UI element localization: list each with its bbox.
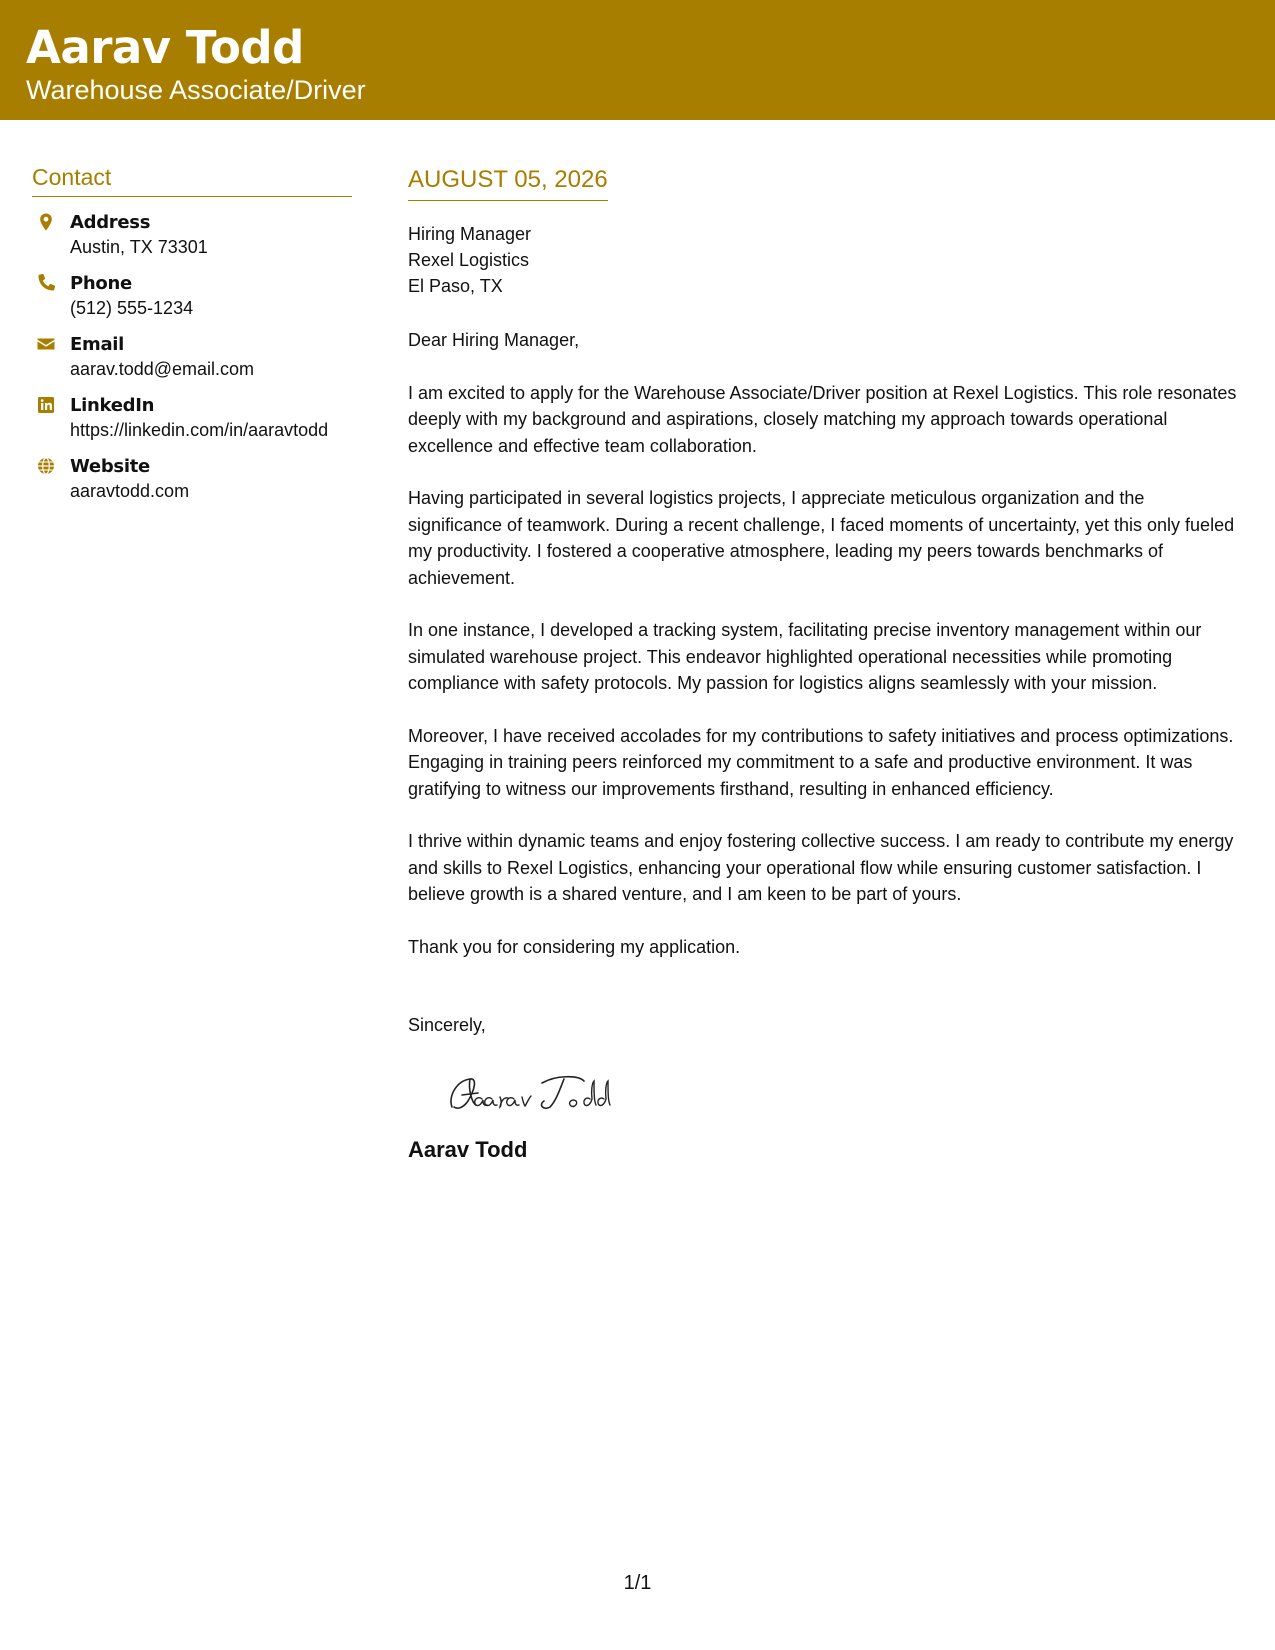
contact-section-title: Contact [32,162,352,197]
letter-paragraph: Moreover, I have received accolades for my contributions to safety initiatives and process optimizations. Engaging in training peers reinforced my commitment to a safe and productive environment. It was gratifying to witness our improvements firsthand, resulting in enhanced efficiency. [408,725,1234,799]
letter-paragraph: Thank you for considering my application. [408,936,741,957]
website-value[interactable]: aaravtodd.com [70,481,190,501]
linkedin-value[interactable]: https://linkedin.com/in/aaravtodd [70,420,329,440]
contact-item-email [32,333,352,382]
header-banner [0,0,1275,120]
recipient-line: Rexel Logistics [408,250,530,270]
greeting: Dear Hiring Manager, [408,330,580,350]
linkedin-icon [36,395,56,415]
contact-item-address [32,211,352,260]
address-value: Austin, TX 73301 [70,237,208,257]
email-value: aarav.todd@email.com [70,359,255,379]
globe-icon [36,456,56,476]
contact-item-phone [32,272,352,321]
envelope-icon [36,334,56,354]
contact-label: Website [70,456,150,477]
phone-icon [36,273,56,293]
recipient-block [408,221,1243,299]
signer-name: Aarav Todd [408,1136,528,1162]
letter-paragraph: Having participated in several logistics projects, I appreciate meticulous organization and the significance of teamwork. During a recent challenge, I faced moments of uncertainty, yet this only fueled my productivity. I fostered a cooperative atmosphere, leading my peers towards benchmarks of achievement. [408,488,1235,588]
letter-paragraph: In one instance, I developed a tracking system, facilitating precise inventory management within our simulated warehouse project. This endeavor highlighted operational necessities while promoting compliance with safety protocols. My passion for logistics aligns seamlessly with your mission. [408,620,1202,693]
map-pin-icon [36,212,56,232]
letter-paragraph: I thrive within dynamic teams and enjoy fostering collective success. I am ready to contribute my energy and skills to Rexel Logistics, enhancing your operational flow while ensuring customer satisfaction. I believe growth is a shared venture, and I am keen to be part of yours. [408,831,1234,904]
page-number: 1/1 [623,1572,652,1594]
closing: Sincerely, [408,1015,486,1035]
contact-label: Address [70,212,151,233]
recipient-line: Hiring Manager [408,224,532,244]
letter-body [408,164,1243,1165]
contact-label: Email [70,334,125,355]
recipient-line: El Paso, TX [408,276,503,296]
contact-item-linkedin [32,394,352,443]
contact-label: Phone [70,273,132,294]
contact-sidebar [32,162,352,516]
contact-item-website [32,455,352,504]
applicant-role: Warehouse Associate/Driver [26,75,366,105]
letter-date: AUGUST 05, 2026 [408,164,608,201]
applicant-name: Aarav Todd [26,21,304,74]
handwritten-signature [438,1063,1243,1123]
phone-value: (512) 555-1234 [70,298,194,318]
contact-label: LinkedIn [70,395,155,416]
letter-paragraph: I am excited to apply for the Warehouse Associate/Driver position at Rexel Logistics. This role resonates deeply with my background and aspirations, closely matching my approach towards operational excellence and effective team collaboration. [408,382,1237,456]
signature-image [438,1063,638,1123]
